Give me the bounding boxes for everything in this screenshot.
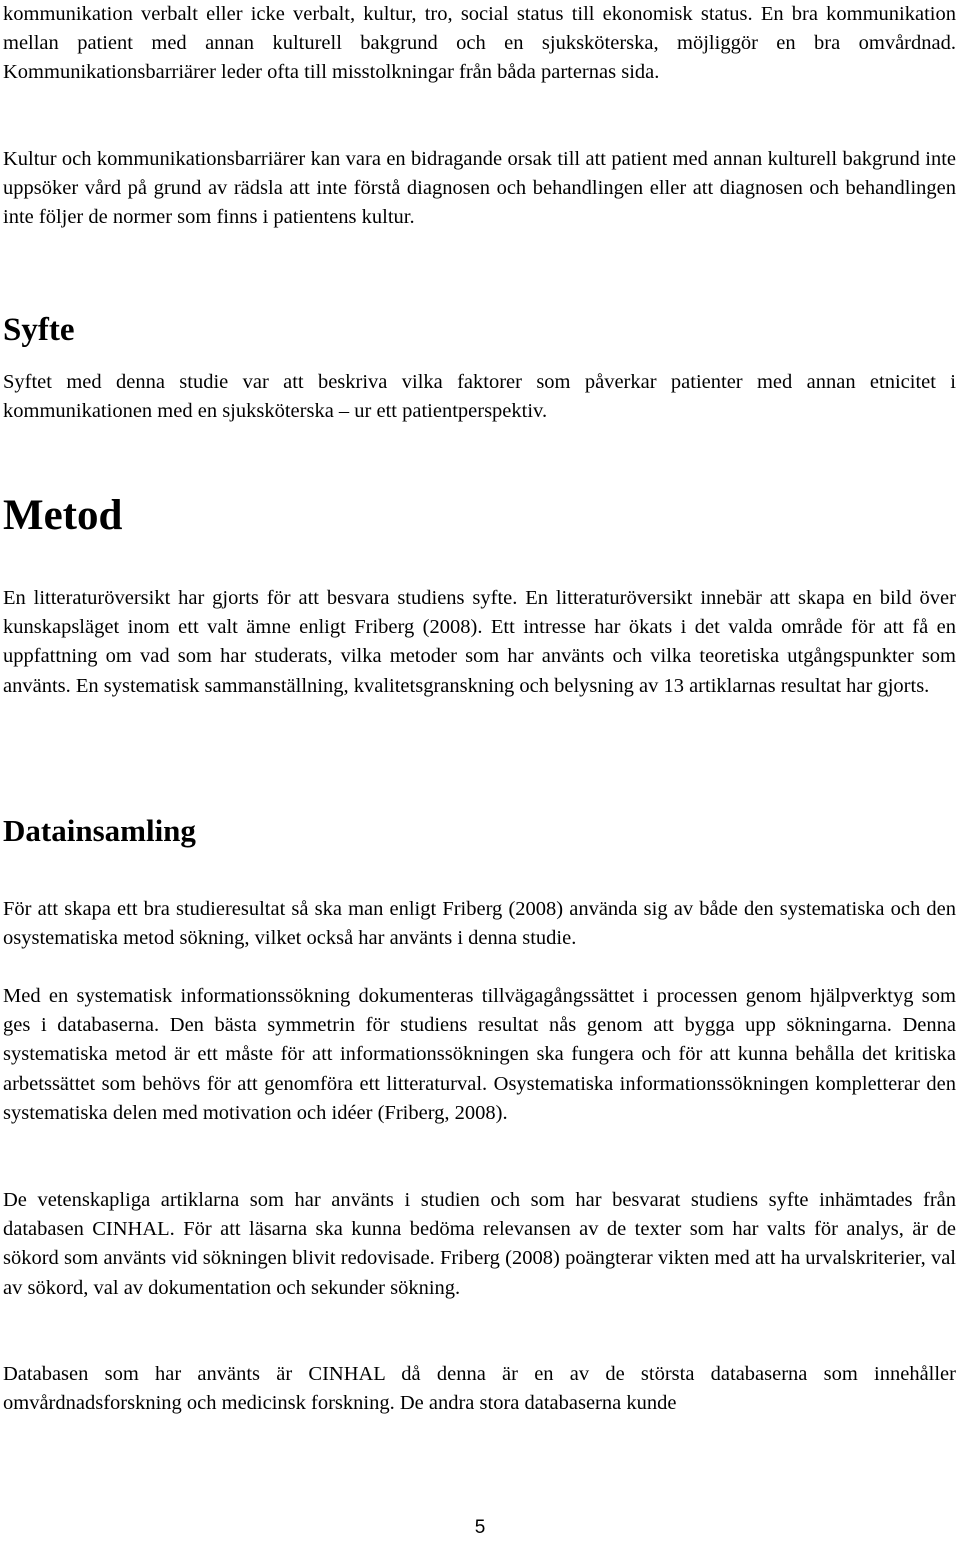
body-paragraph: För att skapa ett bra studieresultat så ska man enligt Friberg (2008) använda sig av både den systematiska och den osystematiska metod sökning, vilket också har använts i denna studie. xyxy=(3,898,956,950)
section-heading-datainsamling: Datainsamling xyxy=(3,813,196,848)
body-paragraph: Kultur och kommunikationsbarriärer kan vara en bidragande orsak till att patient med annan kulturell bakgrund inte uppsöker vård på grund av rädsla att inte förstå diagnosen och behandlingen eller att diagnosen och behandlingen inte följer de normer som finns i patientens kultur. xyxy=(3,148,956,229)
section-heading-syfte: Syfte xyxy=(3,312,75,348)
body-paragraph: Med en systematisk informationssökning dokumenteras tillvägagångssättet i processen genom hjälpverktyg som ges i databaserna. Den bästa symmetrin för studiens resultat nås genom att bygga upp sökningarna. Denna systematiska metod är ett måste för att informationssökningen ska fungera och för att kunna behålla det kritiska arbetssättet som behövs för att genomföra ett litteraturval. Osystematiska informationssökningen kompletterar den systematiska delen med motivation och idéer (Friberg, 2008). xyxy=(3,985,956,1124)
body-paragraph: De vetenskapliga artiklarna som har använts i studien och som har besvarat studiens syfte inhämtades från databasen CINHAL. För att läsarna ska kunna bedöma relevansen av de texter som har valts för analys, är de sökord som använts vid sökningen blivit redovisade. Friberg (2008) poängterar vikten med att ha urvalskriterier, val av sökord, val av dokumentation och sekunder sökning. xyxy=(3,1189,956,1299)
body-paragraph: Syftet med denna studie var att beskriva vilka faktorer som påverkar patienter med annan etnicitet i kommunikationen med en sjuksköterska – ur ett patientperspektiv. xyxy=(3,371,956,423)
body-paragraph: kommunikation verbalt eller icke verbalt, kultur, tro, social status till ekonomisk status. En bra kommunikation mellan patient med annan kulturell bakgrund och en sjuksköterska, möjliggör en bra omvårdnad. Kommunikationsbarriärer leder ofta till misstolkningar från båda parternas sida. xyxy=(3,3,956,84)
body-paragraph: En litteraturöversikt har gjorts för att besvara studiens syfte. En litteraturöversikt innebär att skapa en bild över kunskapsläget inom ett valt ämne enligt Friberg (2008). Ett intresse har ökats i det valda område för att få en uppfattning om vad som har studerats, vilka metoder som har använts och vilka teoretiska utgångspunkter som använts. En systematisk sammanställning, kvalitetsgranskning och belysning av 13 artiklarnas resultat har gjorts. xyxy=(3,587,956,697)
page-number: 5 xyxy=(474,1517,486,1538)
section-heading-metod: Metod xyxy=(3,492,123,539)
body-paragraph: Databasen som har använts är CINHAL då denna är en av de största databaserna som innehåller omvårdnadsforskning och medicinsk forskning. De andra stora databaserna kunde xyxy=(3,1363,956,1415)
